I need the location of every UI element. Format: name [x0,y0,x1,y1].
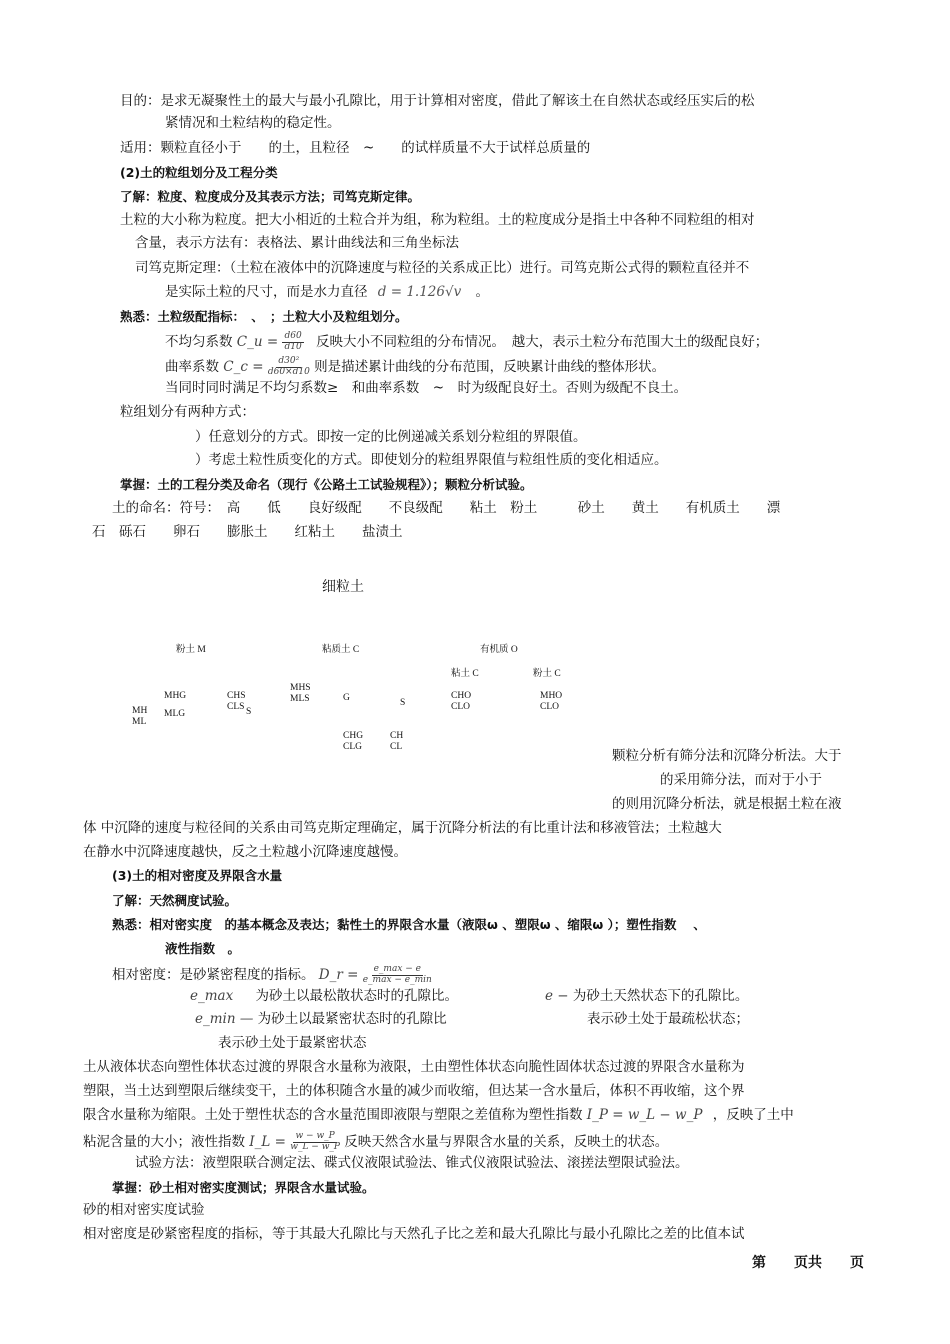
text-line: 表示砂土处于最疏松状态； [587,1011,749,1027]
text-line: e_max 为砂土以最松散状态时的孔隙比。 [190,988,458,1004]
text-line: 粒组划分有两种方式： [120,404,255,420]
text-line: 塑限，当土达到塑限后继续变干，土的体积随含水量的减少而收缩，但达某一含水量后，体积不再收缩，这个界 [83,1083,745,1099]
classification-label: CH CL [390,731,404,752]
text-line: 当同时同时满足不均匀系数≥ 和曲率系数 ~ 时为级配良好土。否则为级配不良土。 [165,380,688,396]
classification-label: S [400,698,406,708]
text-line: 土从液体状态向塑性体状态过渡的界限含水量称为液限，土由塑性体状态向脆性固体状态过渡的界限含水量称为 [83,1059,745,1075]
classification-label: S [246,707,252,717]
classification-label: CHG CLG [343,731,364,752]
text-line: 相对密度是砂紧密程度的指标，等于其最大孔隙比与天然孔子比之差和最大孔隙比与最小孔隙比之差的比值本试 [83,1226,745,1242]
e-symbol: e − [545,988,569,1004]
classification-label: 有机质 O [480,645,518,655]
text-line: 曲率系数 C_c = $\frac{\text{d30²}}{d60\times d10}$ 则是描述累计曲线的分布范围，反映累计曲线的整体形状。 [165,356,666,377]
section-heading: (3)土的相对密度及界限含水量 [112,868,283,883]
text-line: ）任意划分的方式。即按一定的比例递减关系划分粒组的界限值。 [195,429,587,445]
classification-label: MHO CLO [540,691,563,712]
classification-label: MH ML [132,706,148,727]
text-line: 含量，表示方法有：表格法、累计曲线法和三角坐标法 [135,235,459,251]
text-line: 了解：粒度、粒度成分及其表示方法；司笃克斯定律。 [120,189,421,204]
text-line: 掌握：砂土相对密实度测试；界限含水量试验。 [112,1180,375,1195]
stokes-formula: d = 1.126√v [377,284,462,300]
classification-label: 粉土 M [176,645,206,655]
emax-symbol: e_max [190,988,234,1004]
text-line: e_min — 为砂土以最紧密状态时的孔隙比 [195,1011,447,1027]
text-line: 熟悉：相对密实度 的基本概念及表达；黏性土的界限含水量（液限ω 、塑限ω 、缩限ω ）；塑性指数 、 [112,917,706,932]
page-footer: 第 页共 页 [752,1255,864,1271]
text-line: 粘泥含量的大小；液性指数 I_L = $\frac{w - w\_P}{w\_L - w\_P}$ 反映天然含水量与界限含水量的关系，反映土的状态。 [83,1131,669,1152]
text-line: 相对密度：是砂紧密程度的指标。 D_r = $\frac{e\_\max - e}{e\_\max - e\_\min}$ [112,964,432,985]
text-line: 适用：颗粒直径小于 的土，且粒径 ~ 的试样质量不大于试样总质量的 [120,140,591,156]
text-line: 土粒的大小称为粒度。把大小相近的土粒合并为组，称为粒组。土的粒度成分是指土中各种不同粒组的相对 [120,212,755,228]
classification-label: MHS MLS [290,683,311,704]
text-line: 的采用筛分法，而对于小于 [660,772,822,788]
cu-formula: C_u = $\frac{d60}{d10}$ [236,331,302,352]
text-line: 掌握：土的工程分类及命名（现行《公路土工试验规程》）；颗粒分析试验。 [120,477,533,492]
dr-formula: D_r = $\frac{e\_\max - e}{e\_\max - e\_\min}$ [318,964,432,985]
text-line: 颗粒分析有筛分法和沉降分析法。大于 [612,748,842,764]
il-formula: I_L = $\frac{w - w\_P}{w\_L - w\_P}$ [249,1131,340,1152]
text-line: 土的命名：符号： 高 低 良好级配 不良级配 粘土 粉土 砂土 黄土 有机质土 漂 [112,500,781,516]
text-line: 表示砂土处于最紧密状态 [218,1035,367,1051]
classification-label: CHS CLS [227,691,246,712]
text-line: 限含水量称为缩限。土处于塑性状态的含水量范围即液限与塑限之差值称为塑性指数 I_P = w_L − w_P ，反映了土中 [83,1107,794,1123]
classification-label: G [343,693,350,703]
text-line: 体 中沉降的速度与粒径间的关系由司笃克斯定理确定，属于沉降分析法的有比重计法和移液管法；土粒越大 [83,820,722,836]
text-line: 司笃克斯定理：（土粒在液体中的沉降速度与粒径的关系成正比）进行。司笃克斯公式得的颗粒直径并不 [135,260,750,276]
text-line: 石 砾石 卵石 膨胀土 红粘土 盐渍土 [92,524,403,540]
text-line: 了解：天然稠度试验。 [112,893,238,908]
text-line: 紧情况和土粒结构的稳定性。 [165,115,341,131]
cc-formula: C_c = $\frac{\text{d30²}}{d60\times d10}$ [223,356,310,377]
classification-label: MLG [164,709,186,719]
fine-soil-label: 细粒土 [322,579,364,595]
classification-label: 粘质土 C [322,645,360,655]
classification-label: MHG [164,691,187,701]
classification-label: 粉土 C [533,669,561,679]
text-line: 液性指数 。 [165,941,241,956]
emin-symbol: e_min — [195,1011,254,1027]
text-line: e − 为砂土天然状态下的孔隙比。 [545,988,749,1004]
text-line: 在静水中沉降速度越快，反之土粒越小沉降速度越慢。 [83,844,407,860]
ip-formula: I_P = w_L − w_P [586,1107,703,1123]
text-line: 是实际土粒的尺寸，而是水力直径 d = 1.126√v 。 [165,284,490,300]
text-line: 熟悉：土粒级配指标： 、 ；土粒大小及粒组划分。 [120,309,408,324]
classification-label: 粘土 C [451,669,479,679]
text-line: 的则用沉降分析法，就是根据土粒在液 [612,796,842,812]
text-line: 砂的相对密实度试验 [83,1202,205,1218]
text-line: 不均匀系数 C_u = $\frac{d60}{d10}$ 反映大小不同粒组的分布情况。 越大，表示土粒分布范围大土的级配良好； [165,331,769,352]
text-line: 目的：是求无凝聚性土的最大与最小孔隙比，用于计算相对密度，借此了解该土在自然状态或经压实后的松 [120,93,755,109]
classification-label: CHO CLO [451,691,472,712]
section-heading: (2)土的粒组划分及工程分类 [120,165,278,180]
text-line: 试验方法：液塑限联合测定法、碟式仪液限试验法、锥式仪液限试验法、滚搓法塑限试验法。 [135,1155,689,1171]
text-line: ）考虑土粒性质变化的方式。即使划分的粒组界限值与粒组性质的变化相适应。 [195,452,668,468]
